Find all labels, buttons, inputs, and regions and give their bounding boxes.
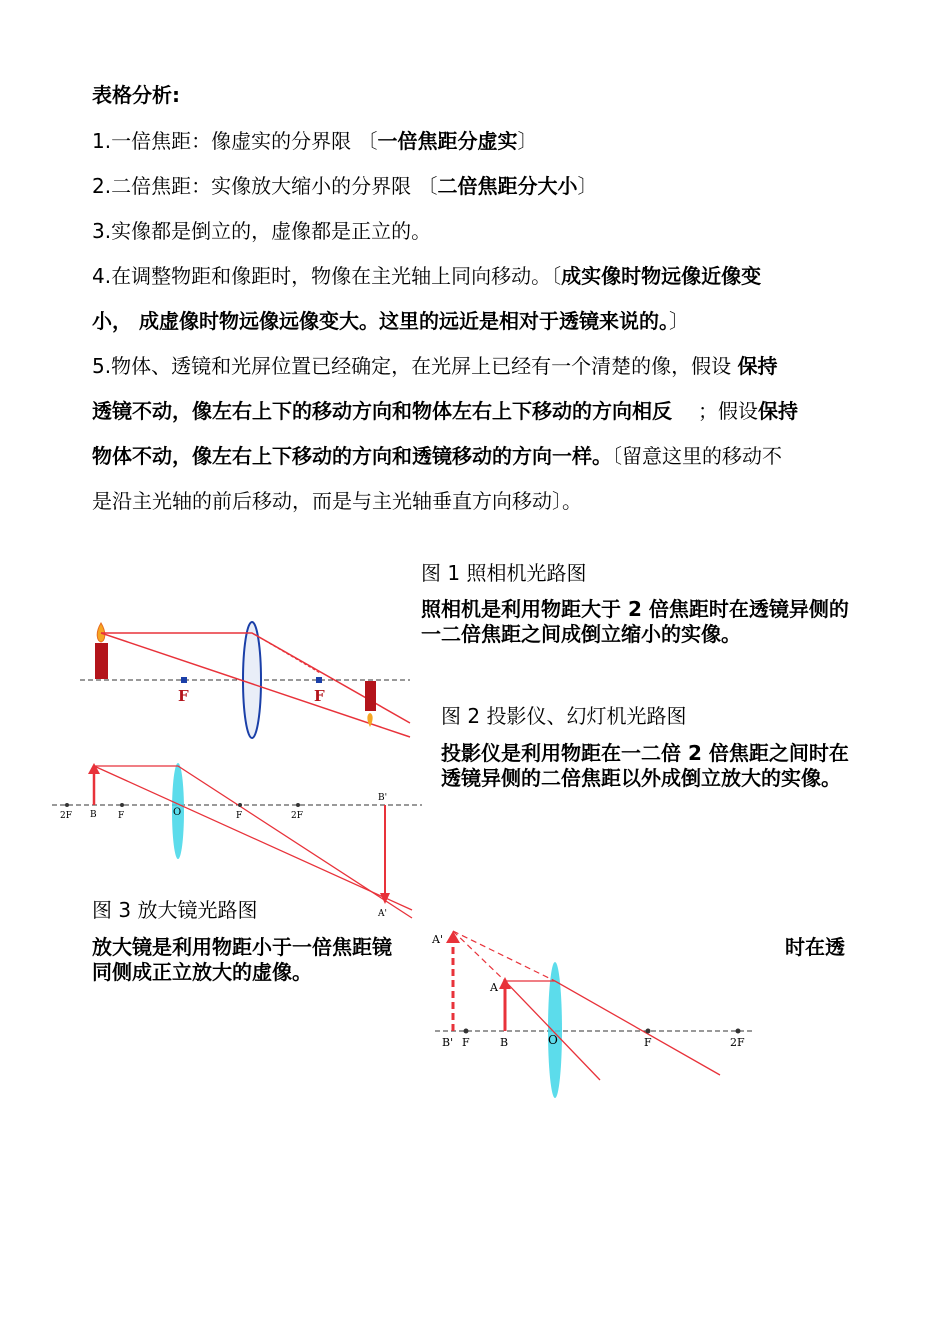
p4-bold-1: 成实像时物远像近像变: [561, 264, 762, 288]
p4-text: 4.在调整物距和像距时，物像在主光轴上同向移动。〔: [92, 264, 562, 288]
focal-label-left: F: [178, 687, 189, 705]
label-f-left: F: [462, 1036, 470, 1049]
label-2f-left: 2F: [60, 811, 72, 821]
focal-label-right: F: [314, 687, 325, 705]
paragraph-5-line-2: [92, 398, 798, 424]
convex-lens: [243, 622, 261, 738]
paragraph-5-line-4: 是沿主光轴的前后移动，而是与主光轴垂直方向移动〕。: [92, 489, 582, 513]
p1-close: 〕: [517, 129, 538, 153]
p2-text: 2.二倍焦距：实像放大缩小的分界限 〔: [92, 174, 438, 198]
paragraph-4-line-1: [92, 263, 761, 289]
figure3-caption: 图 3 放大镜光路图: [92, 898, 258, 922]
point-2f-left: [65, 803, 69, 807]
heading: 表格分析:: [92, 83, 180, 107]
paragraph-3: 3.实像都是倒立的，虚像都是正立的。: [92, 219, 432, 243]
label-2f-right: 2F: [291, 811, 303, 821]
ray-parallel: [94, 766, 412, 918]
label-b-prime: B': [442, 1036, 454, 1049]
paragraph-2: [92, 173, 597, 199]
ray-center: [94, 766, 412, 910]
ray-back-1: [453, 931, 555, 981]
figure2-caption: 图 2 投影仪、幻灯机光路图: [441, 704, 687, 728]
p5-l2b: ；假设: [698, 399, 758, 423]
figure1-description: 照相机是利用物距大于 2 倍焦距时在透镜异侧的一二倍焦距之间成倒立缩小的实像。: [421, 597, 849, 646]
focal-point-left: [181, 677, 187, 683]
p5-l2a: 透镜不动，像左右上下的移动方向和物体左右上下移动的方向相反: [92, 399, 672, 423]
p1-bold: 一倍焦距分虚实: [377, 129, 518, 153]
p1-text: 1.一倍焦距：像虚实的分界限 〔: [92, 129, 378, 153]
paragraph-5-line-1: [92, 353, 777, 379]
paragraph-5-line-3: [92, 443, 782, 469]
focal-point-right: [316, 677, 322, 683]
p4-close: 〕: [668, 309, 689, 333]
p2-close: 〕: [577, 174, 598, 198]
label-b: B: [500, 1036, 509, 1049]
label-f-right: F: [236, 811, 243, 821]
point-f-right: [238, 803, 242, 807]
figure3-diagram: [430, 925, 760, 1105]
label-a: A: [490, 981, 498, 994]
label-f-right: F: [644, 1036, 652, 1049]
point-f-right: [646, 1029, 651, 1034]
paragraph-4-line-2: [92, 308, 689, 334]
paragraph-1: [92, 128, 537, 154]
p5-l3a: 物体不动，像左右上下移动的方向和透镜移动的方向一样。: [92, 444, 612, 468]
label-b-prime: B': [378, 793, 388, 803]
object-arrowhead: [499, 977, 511, 989]
convex-lens: [548, 962, 562, 1098]
p5-l2c: 保持: [758, 399, 798, 423]
label-a-prime: A': [432, 933, 443, 946]
p2-bold: 二倍焦距分大小: [437, 174, 578, 198]
label-o: O: [548, 1033, 558, 1047]
figure2-description: 投影仪是利用物距在一二倍 2 倍焦距之间时在透镜异侧的二倍焦距以外成倒立放大的实像。: [441, 741, 849, 790]
label-o: O: [173, 807, 182, 818]
p5-l3b: 〔留意这里的移动不: [612, 444, 782, 468]
p5-l1b: 保持: [737, 354, 778, 378]
figure1-diagram: [80, 615, 410, 745]
point-2f-right: [296, 803, 300, 807]
label-a-prime: A': [378, 909, 387, 919]
ray-parallel: [505, 981, 720, 1075]
figure3-description: 放大镜是利用物距小于一倍焦距镜同侧成正立放大的虚像。: [92, 935, 392, 984]
point-2f: [736, 1029, 741, 1034]
point-f-left: [464, 1029, 469, 1034]
p4-bold-2: 小， 成虚像时物远像远像变大。这里的远近是相对于透镜来说的。: [92, 309, 669, 333]
figure2-diagram: [52, 760, 422, 920]
label-2f: 2F: [730, 1036, 745, 1049]
figure1-caption: 图 1 照相机光路图: [421, 561, 587, 585]
candle-image: [365, 681, 376, 711]
label-f-left: F: [118, 811, 125, 821]
point-f-left: [120, 803, 124, 807]
figure3-description-end: 时在透: [785, 935, 845, 959]
ray-back-2: [453, 931, 505, 981]
candle-object: [95, 643, 108, 679]
p5-l1a: 5.物体、透镜和光屏位置已经确定，在光屏上已经有一个清楚的像，假设: [92, 354, 738, 378]
label-b: B: [90, 810, 97, 820]
